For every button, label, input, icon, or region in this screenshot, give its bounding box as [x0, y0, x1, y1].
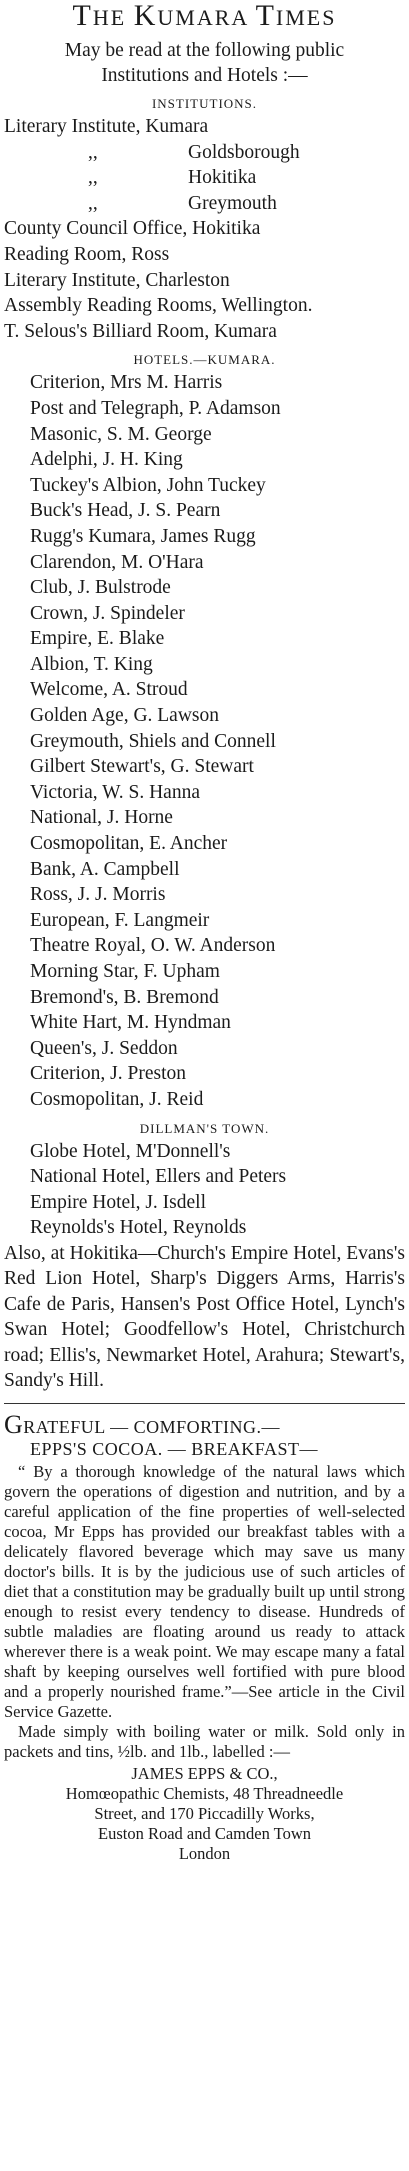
ditto-mark: ,,: [88, 192, 98, 214]
hotel-item: Morning Star, F. Upham: [30, 961, 220, 982]
ad-address-line: London: [178, 1844, 231, 1864]
dillmans-hotel-item: Empire Hotel, J. Isdell: [30, 1191, 207, 1213]
institution-item: [4, 293, 405, 319]
institution-item: [4, 319, 405, 345]
ad-address-line: Homœopathic Chemists, 48 Threadneedle: [65, 1784, 344, 1804]
hotel-item: Cosmopolitan, E. Ancher: [30, 833, 228, 855]
dillmans-hotel-item: National Hotel, Ellers and Peters: [30, 1166, 287, 1188]
hotel-item: Ross, J. J. Morris: [30, 884, 166, 906]
masthead: [4, 2, 405, 32]
hotel-item: Greymouth, Shiels and Connell: [30, 730, 276, 752]
ad-headline-2: EPPS'S COCOA. — BREAKFAST—: [30, 1439, 318, 1460]
hotel-item: Welcome, A. Stroud: [30, 679, 188, 701]
hotel-item: Masonic, S. M. George: [30, 423, 212, 445]
masthead-imes: IMES: [275, 5, 337, 30]
ditto-mark: ,,: [88, 167, 98, 189]
institution-text: Literary Institute, Charleston: [4, 269, 230, 291]
hotel-item: Bremond's, B. Bremond: [30, 986, 219, 1008]
hotel-item: Queen's, J. Seddon: [30, 1037, 178, 1059]
masthead-cap-k: K: [133, 0, 158, 32]
hotel-item: Empire, E. Blake: [30, 628, 165, 650]
dillmans-hotel-item: Reynolds's Hotel, Reynolds: [30, 1217, 247, 1239]
institution-item: [4, 165, 405, 191]
institution-item: [4, 191, 405, 217]
ad-address-line: Euston Road and Camden Town: [97, 1824, 312, 1844]
hotel-item: Rugg's Kumara, James Rugg: [30, 525, 256, 547]
masthead-he: HE: [92, 5, 134, 30]
hotel-item: European, F. Langmeir: [30, 909, 210, 931]
institutions-heading: INSTITUTIONS.: [151, 96, 258, 111]
institution-text: Goldsborough: [188, 141, 300, 163]
ad-body-2: Made simply with boiling water or milk. Sold only in packets and tins, ½lb. and 1lb., labelled :—: [4, 1722, 405, 1762]
hotels-heading: HOTELS.—KUMARA.: [133, 352, 276, 368]
institution-text: T. Selous's Billiard Room, Kumara: [4, 320, 277, 342]
institution-text: County Council Office, Hokitika: [4, 218, 261, 240]
intro: [4, 38, 405, 88]
hotel-item: Tuckey's Albion, John Tuckey: [30, 474, 266, 496]
masthead-cap-t2: T: [255, 0, 276, 32]
ad-address: [4, 1784, 405, 1864]
hotel-item: Criterion, J. Preston: [30, 1063, 186, 1085]
ad-firm-name: JAMES EPPS & CO.,: [131, 1764, 278, 1784]
institution-text: Greymouth: [188, 192, 277, 214]
hotel-item: Cosmopolitan, J. Reid: [30, 1088, 204, 1110]
intro-line-1: May be read at the following public: [64, 40, 345, 61]
masthead-umara: UMARA: [157, 5, 256, 30]
dillmans-heading: DILLMAN'S TOWN.: [139, 1120, 270, 1136]
ad-address-line: Street, and 170 Piccadilly Works,: [94, 1804, 315, 1824]
hotel-item: Clarendon, M. O'Hara: [30, 551, 204, 573]
masthead-cap-t: T: [72, 0, 93, 32]
ad-headline-1: [4, 1410, 405, 1440]
hotels-list: [4, 370, 405, 1112]
institution-text: Literary Institute, Kumara: [4, 116, 209, 137]
hotel-item: Golden Age, G. Lawson: [30, 705, 220, 727]
hotel-item: Post and Telegraph, P. Adamson: [30, 397, 281, 419]
institution-item: [4, 268, 405, 294]
hotel-item: Crown, J. Spindeler: [30, 602, 185, 624]
hotel-item: Criterion, Mrs M. Harris: [30, 372, 223, 394]
ad-headline-cap: G: [4, 1410, 24, 1440]
section-divider: [4, 1403, 405, 1404]
ad-body: “ By a thorough knowledge of the natural laws which govern the operations of digestion and nutrition, and by a careful application of the fine properties of well-selected cocoa, Mr Epps has provided our breakfast tables with a delicately flavored beverage which may save us many doctor's bills. It is by the judicious use of such articles of diet that a constitution may be gradually built up until strong enough to resist every tendency to disease. Hundreds of subtle maladies are floating around us ready to attack wherever there is a weak point. We may escape many a fatal shaft by keeping ourselves well fortified with pure blood and a properly nourished frame.”—See article in the Civil Service Gazette.: [4, 1462, 405, 1722]
ditto-mark: ,,: [88, 141, 98, 163]
institution-text: Assembly Reading Rooms, Wellington.: [4, 295, 313, 317]
hokitika-paragraph: Also, at Hokitika—Church's Empire Hotel, Evans's Red Lion Hotel, Sharp's Diggers Arms, Harris's Cafe de Paris, Hansen's Post Office Hotel, Lynch's Swan Hotel; Goodfellow's Hotel, Christchurch road; Ellis's, Newmarket Hotel, Arahura; Stewart's, Sandy's Hill.: [4, 1242, 405, 1391]
hotel-item: Theatre Royal, O. W. Anderson: [30, 935, 276, 957]
institution-text: Hokitika: [188, 167, 257, 189]
institution-item: [4, 242, 405, 268]
hotel-item: Buck's Head, J. S. Pearn: [30, 500, 221, 522]
hotel-item: Bank, A. Campbell: [30, 858, 180, 880]
institution-item: [4, 114, 405, 140]
institution-item: [4, 140, 405, 166]
institutions-list: [4, 114, 405, 344]
dillmans-list: [4, 1139, 405, 1241]
hotel-item: Adelphi, J. H. King: [30, 449, 183, 471]
intro-line-2: Institutions and Hotels :—: [101, 65, 308, 86]
hotel-item: White Hart, M. Hyndman: [30, 1012, 231, 1034]
institution-item: [4, 216, 405, 242]
institution-text: Reading Room, Ross: [4, 243, 170, 265]
ad-headline-text: RATEFUL — COMFORTING.—: [23, 1417, 281, 1438]
hotel-item: Albion, T. King: [30, 653, 153, 675]
hotel-item: Club, J. Bulstrode: [30, 577, 171, 599]
hotel-item: National, J. Horne: [30, 807, 173, 829]
hotel-item: Gilbert Stewart's, G. Stewart: [30, 756, 254, 778]
hotel-item: Victoria, W. S. Hanna: [30, 781, 200, 803]
dillmans-hotel-item: Globe Hotel, M'Donnell's: [30, 1140, 231, 1162]
